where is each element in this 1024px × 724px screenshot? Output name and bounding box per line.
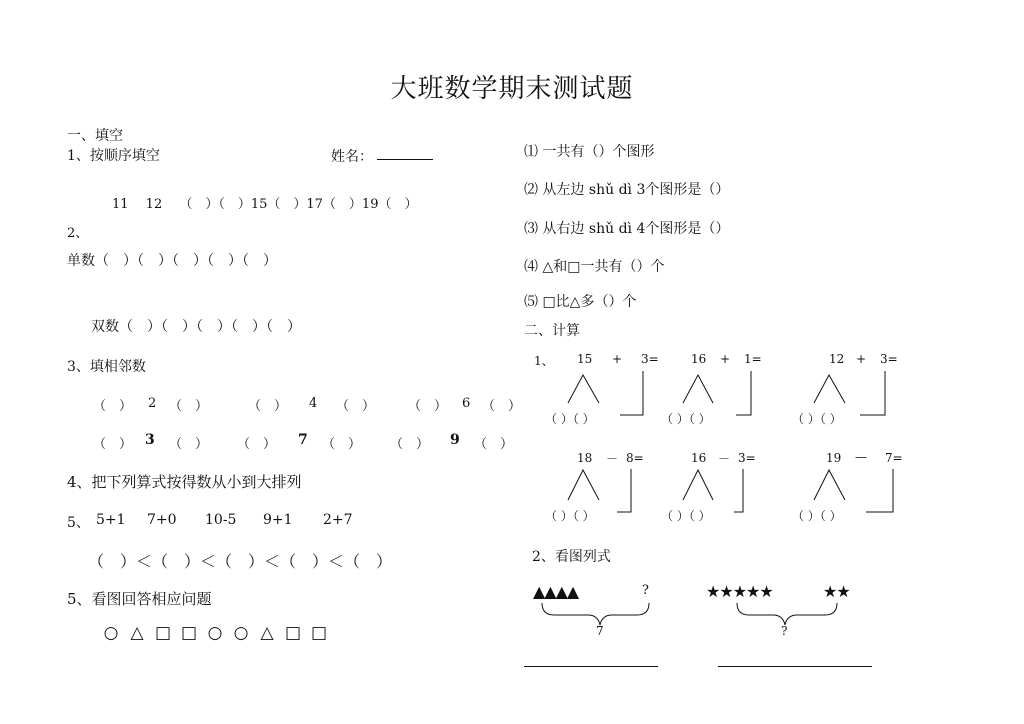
answer-line[interactable] xyxy=(524,666,658,667)
shape-question-4: ⑷ △和□一共有（）个 xyxy=(524,259,665,275)
calc-operand: 1= xyxy=(744,352,762,366)
calc-operand: 15 xyxy=(577,352,593,366)
expression: 10-5 xyxy=(205,512,237,528)
calc-operand: 18 xyxy=(577,451,593,465)
square-shape: □ xyxy=(284,623,302,643)
decompose-blanks: （ ）（ ） xyxy=(545,412,595,426)
section-heading-fill-blank: 一、填空 xyxy=(67,128,123,144)
calc-operator: — xyxy=(855,450,867,464)
neighbor-number: 4 xyxy=(309,396,318,411)
calc-operand: 3= xyxy=(880,352,898,366)
shape-question-5: ⑸ □比△多（）个 xyxy=(524,294,637,310)
neighbor-blank: （ ） xyxy=(169,399,209,414)
neighbor-number: 3 xyxy=(145,432,155,448)
neighbor-blank: （ ） xyxy=(93,437,133,452)
neighbor-blank: （ ） xyxy=(169,437,209,452)
neighbor-blank: （ ） xyxy=(248,399,288,414)
decompose-blanks: （ ）（ ） xyxy=(661,412,711,426)
calc-operand: 8= xyxy=(626,451,644,465)
calc-operator: + xyxy=(720,352,731,366)
decompose-blanks: （ ）（ ） xyxy=(792,509,842,523)
calc-operator: － xyxy=(718,452,731,466)
star-group: ★★★★★ xyxy=(706,582,773,601)
question-6-label: 5、看图回答相应问题 xyxy=(67,590,212,608)
calc-operand: 16 xyxy=(691,451,707,465)
name-label: 姓名： xyxy=(331,149,373,165)
neighbor-blank: （ ） xyxy=(336,399,376,414)
calc-operand: 16 xyxy=(691,352,707,366)
expression: 5+1 xyxy=(96,512,126,528)
neighbor-blank: （ ） xyxy=(93,399,133,414)
expression: 2+7 xyxy=(323,512,353,528)
question-picture-equation: 2、看图列式 xyxy=(532,549,611,565)
calc-operator: + xyxy=(856,352,867,366)
square-shape: □ xyxy=(154,623,172,643)
neighbor-number: 2 xyxy=(148,396,157,411)
triangle-group: ▲▲▲▲ xyxy=(533,582,579,601)
neighbor-blank: （ ） xyxy=(482,399,522,414)
circle-shape: ○ xyxy=(103,623,119,643)
question-4-label: 4、把下列算式按得数从小到大排列 xyxy=(67,473,302,491)
square-shape: □ xyxy=(180,623,198,643)
decompose-blanks: （ ）（ ） xyxy=(545,509,595,523)
neighbor-number: 6 xyxy=(462,396,471,411)
calc-operand: 3= xyxy=(641,352,659,366)
neighbor-number: 9 xyxy=(450,432,460,448)
question-2-label: 2、 xyxy=(67,226,89,241)
neighbor-blank: （ ） xyxy=(474,437,514,452)
shape-question-3: ⑶ 从右边 shǔ dì 4个图形是（） xyxy=(524,221,730,237)
brace-total: ? xyxy=(781,624,788,638)
expression: 7+0 xyxy=(147,512,177,528)
question-3-label: 3、填相邻数 xyxy=(67,359,146,375)
neighbor-number: 7 xyxy=(298,432,308,448)
neighbor-blank: （ ） xyxy=(408,399,448,414)
circle-shape: ○ xyxy=(233,623,249,643)
decompose-blanks: （ ）（ ） xyxy=(661,509,711,523)
question-1-label: 1、按顺序填空 xyxy=(67,148,160,164)
section-heading-calculation: 二、计算 xyxy=(524,323,580,339)
calc-operand: 12 xyxy=(829,352,845,366)
odd-numbers-row: 单数（ ）（ ）（ ）（ ）（ ） xyxy=(67,253,277,269)
triangle-shape: △ xyxy=(130,623,144,643)
calc-operand: 7= xyxy=(885,451,903,465)
page-title: 大班数学期末测试题 xyxy=(390,74,634,104)
shape-question-2: ⑵ 从左边 shǔ dì 3个图形是（） xyxy=(524,182,730,198)
calc-operator: + xyxy=(612,352,623,366)
question-1-sequence: 11 12 （ ）（ ）15（ ）17（ ）19（ ） xyxy=(112,197,418,212)
brace-total: 7 xyxy=(596,624,604,638)
neighbor-blank: （ ） xyxy=(390,437,430,452)
star-extra-group: ★★ xyxy=(823,582,850,601)
shape-question-1: ⑴ 一共有（）个图形 xyxy=(524,144,655,160)
calc-operator: － xyxy=(606,452,619,466)
triangle-shape: △ xyxy=(260,623,274,643)
question-5-label: 5、 xyxy=(67,515,90,531)
decompose-blanks: （ ）（ ） xyxy=(792,412,842,426)
calc-operand: 19 xyxy=(826,451,842,465)
calc-operand: 3= xyxy=(738,451,756,465)
neighbor-blank: （ ） xyxy=(322,437,362,452)
answer-line[interactable] xyxy=(718,666,872,667)
circle-shape: ○ xyxy=(207,623,223,643)
calc-label: 1、 xyxy=(534,354,554,368)
square-shape: □ xyxy=(310,623,328,643)
neighbor-blank: （ ） xyxy=(237,437,277,452)
ordering-row: （ ）＜（ ）＜（ ）＜（ ）＜（ ） xyxy=(88,552,393,571)
question-mark: ? xyxy=(642,583,649,598)
even-numbers-row: 双数（ ）（ ）（ ）（ ）（ ） xyxy=(91,319,301,335)
expression: 9+1 xyxy=(263,512,293,528)
